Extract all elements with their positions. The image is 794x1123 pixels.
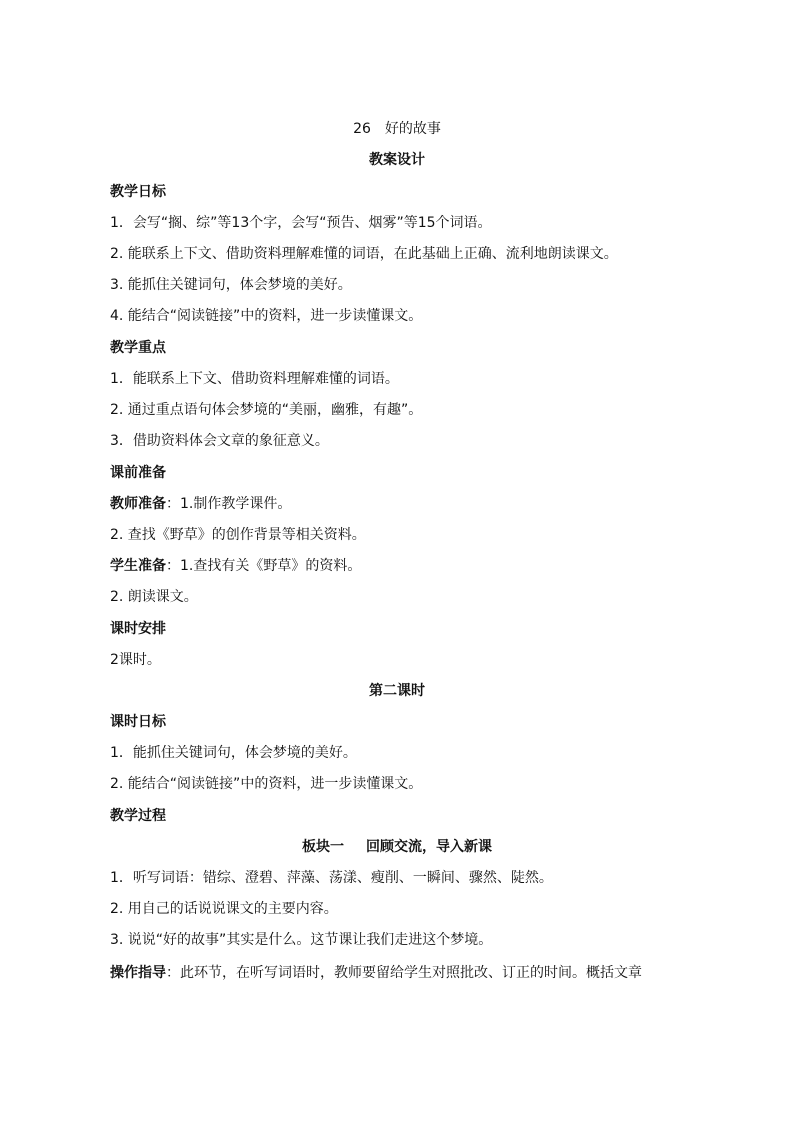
teacher-preparation xyxy=(110,494,734,514)
operation-guide xyxy=(110,963,734,983)
lesson-title xyxy=(0,119,794,139)
key-point-item: 1．能联系上下文、借助资料理解难懂的词语。 xyxy=(110,371,399,387)
schedule-heading: 课时安排 xyxy=(110,621,166,637)
preparation-heading: 课前准备 xyxy=(110,465,166,481)
lesson-number: 26 xyxy=(353,121,371,137)
key-point-item: 3．借助资料体会文章的象征意义。 xyxy=(110,433,329,449)
lesson-objective-item: 2. 能结合“阅读链接”中的资料，进一步读懂课文。 xyxy=(110,776,423,792)
student-preparation-second: 2. 朗读课文。 xyxy=(110,589,198,605)
objective-item: 2. 能联系上下文、借助资料理解难懂的词语，在此基础上正确、流利地朗读课文。 xyxy=(110,246,618,262)
objective-item: 1．会写“搁、综”等13个字，会写“预告、烟雾”等15个词语。 xyxy=(110,215,492,231)
lesson-objective-item: 1．能抓住关键词句，体会梦境的美好。 xyxy=(110,745,357,761)
student-preparation-first: ：1.查找有关《野草》的资料。 xyxy=(166,558,362,574)
schedule-text: 2课时。 xyxy=(110,652,161,668)
process-step: 2. 用自己的话说说课文的主要内容。 xyxy=(110,901,338,917)
process-heading: 教学过程 xyxy=(110,808,166,824)
operation-guide-label: 操作指导 xyxy=(110,965,166,981)
lesson-title-text: 好的故事 xyxy=(384,121,441,137)
objectives-heading: 教学日标 xyxy=(110,184,166,200)
student-preparation-label: 学生准备 xyxy=(110,558,166,574)
objective-item: 3. 能抓住关键词句，体会梦境的美好。 xyxy=(110,277,352,293)
section-title: 回顾交流，导入新课 xyxy=(366,839,492,855)
process-step: 1．听写词语：错综、澄碧、萍藻、荡漾、瘦削、一瞬间、骤然、陡然。 xyxy=(110,870,553,886)
section-heading xyxy=(0,837,794,857)
operation-guide-text: ：此环节，在听写词语时，教师要留给学生对照批改、订正的时间。概括文章 xyxy=(166,965,642,981)
lesson-subtitle: 教案设计 xyxy=(369,152,425,168)
teacher-preparation-second: 2. 查找《野草》的创作背景等相关资料。 xyxy=(110,527,366,543)
second-lesson-title: 第二课时 xyxy=(369,683,425,699)
key-points-heading: 教学重点 xyxy=(110,340,166,356)
process-step: 3. 说说“好的故事”其实是什么。这节课让我们走进这个梦境。 xyxy=(110,932,493,948)
section-label: 板块一 xyxy=(302,839,344,855)
student-preparation xyxy=(110,556,734,576)
teacher-preparation-first: ：1.制作教学课件。 xyxy=(166,496,292,512)
teacher-preparation-label: 教师准备 xyxy=(110,496,166,512)
objective-item: 4. 能结合“阅读链接”中的资料，进一步读懂课文。 xyxy=(110,308,423,324)
key-point-item: 2. 通过重点语句体会梦境的“美丽，幽雅，有趣”。 xyxy=(110,402,423,418)
lesson-objectives-heading: 课时日标 xyxy=(110,714,166,730)
